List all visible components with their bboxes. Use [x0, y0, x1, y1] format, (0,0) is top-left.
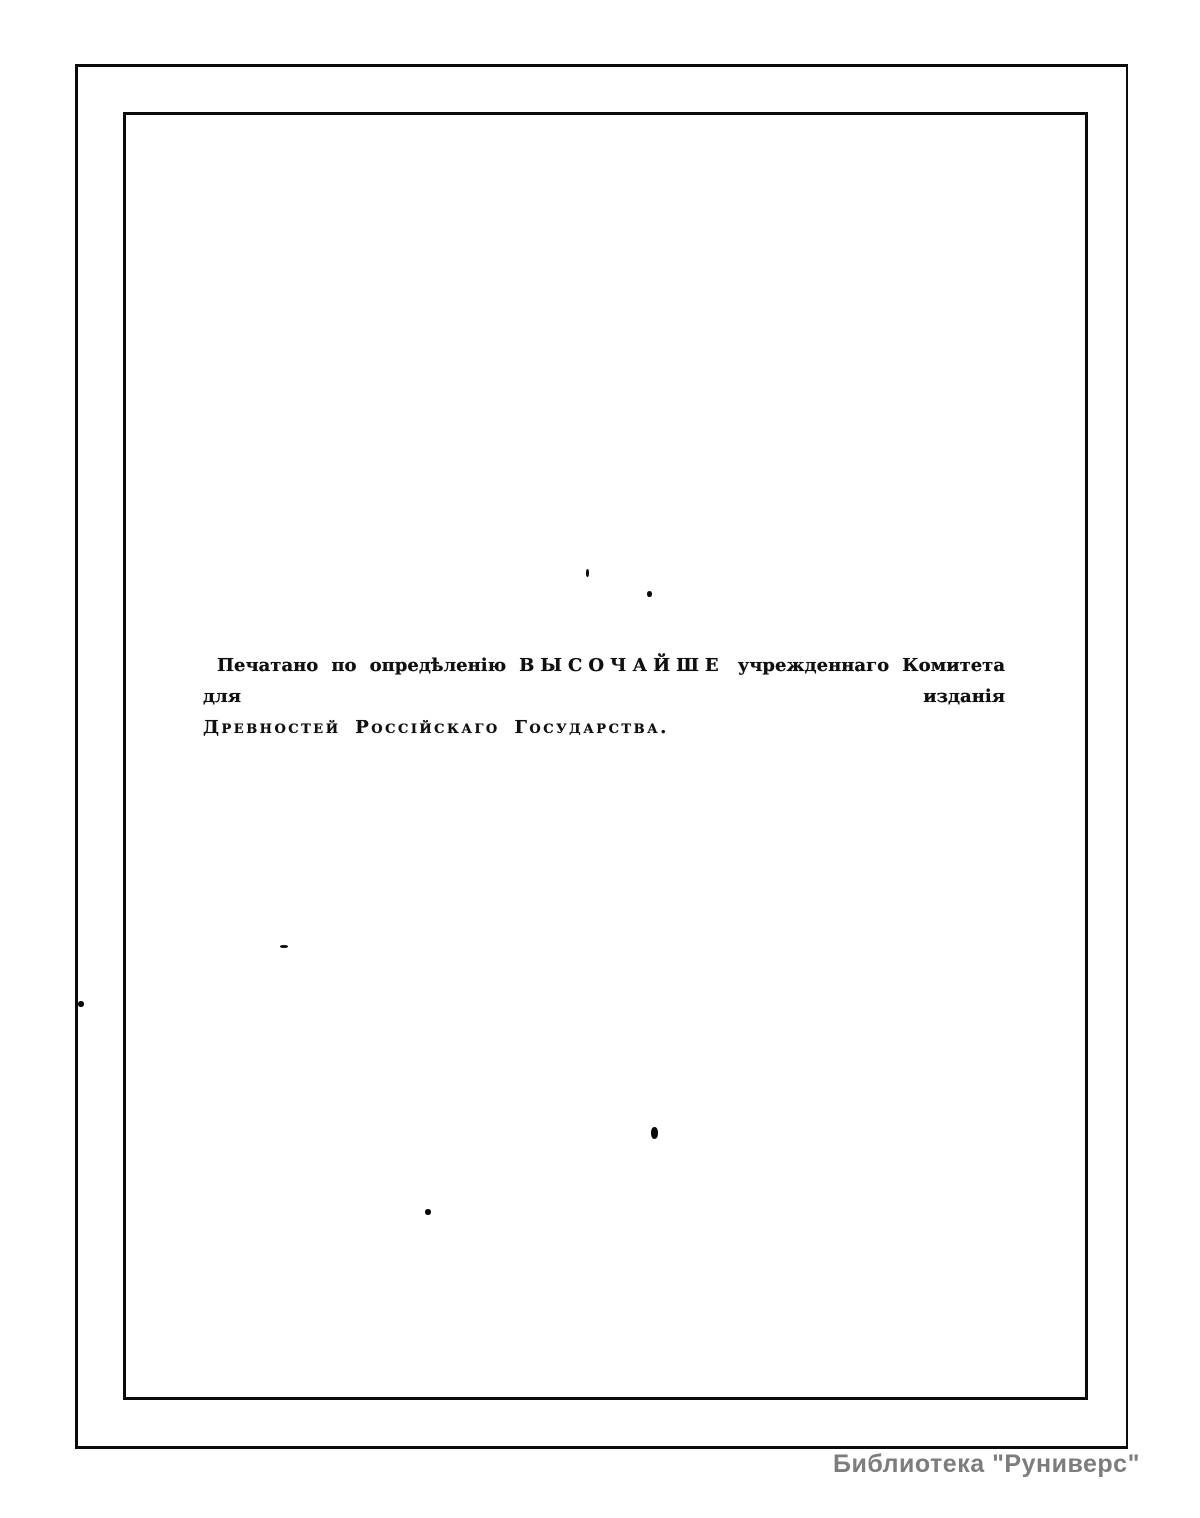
inner-page-border — [123, 112, 1088, 1400]
ink-speck — [647, 591, 652, 597]
imprint-line-2: Древностей Россійскаго Государства. — [203, 717, 669, 738]
ink-speck — [280, 945, 288, 948]
ink-speck — [586, 569, 589, 577]
imprint-line-1 — [203, 650, 1005, 712]
imprint-suffix: учрежденнаго Комитета для изданія — [203, 655, 1005, 707]
imprint-paragraph — [203, 650, 1005, 743]
ink-speck — [78, 1001, 84, 1007]
imprint-emphasis: ВЫСОЧАЙШЕ — [519, 655, 725, 676]
watermark-text: Библиотека "Руниверс" — [833, 1450, 1140, 1478]
ink-speck — [651, 1127, 658, 1139]
ink-speck — [425, 1209, 431, 1215]
imprint-prefix: Печатано по опредѣленію — [217, 655, 520, 676]
